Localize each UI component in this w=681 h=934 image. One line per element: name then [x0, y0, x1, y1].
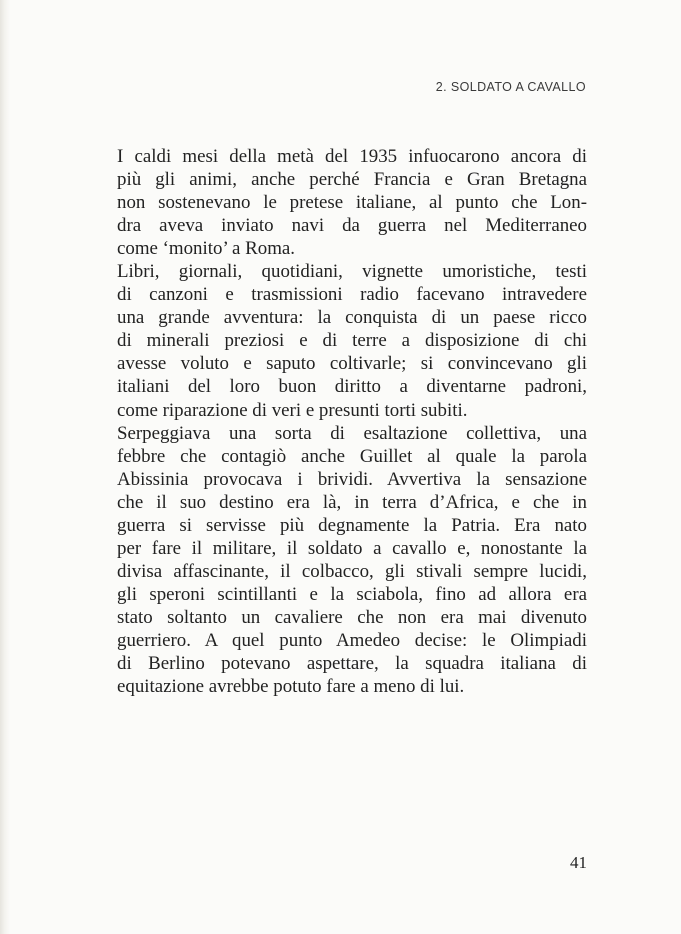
text-line: dra aveva inviato navi da guerra nel Mediterraneo	[117, 215, 587, 237]
text-line: per fare il militare, il soldato a cavallo e, nonostante la	[117, 537, 587, 559]
page-number: 41	[570, 853, 587, 872]
running-header: 2. SOLDATO A CAVALLO	[435, 80, 586, 94]
text-line: febbre che contagiò anche Guillet al quale la parola	[117, 445, 587, 467]
text-line: equitazione avrebbe potuto fare a meno di lui.	[117, 676, 465, 698]
text-line: di canzoni e trasmissioni radio facevano intravedere	[117, 284, 587, 306]
paragraph-2	[117, 260, 587, 421]
text-line: di minerali preziosi e di terre a disposizione di chi	[117, 330, 587, 352]
text-line: I caldi mesi della metà del 1935 infuocarono ancora di	[117, 146, 587, 167]
text-line: come riparazione di veri e presunti torti subiti.	[117, 399, 468, 421]
paragraph-3	[117, 422, 587, 699]
text-line: di Berlino potevano aspettare, la squadra italiana di	[117, 653, 587, 675]
page-edge-shadow	[0, 0, 10, 934]
text-line: Abissinia provocava i brividi. Avvertiva la sensazione	[117, 468, 587, 490]
text-line: che il suo destino era là, in terra d’Africa, e che in	[117, 491, 587, 513]
body-text	[117, 145, 587, 698]
text-line: guerriero. A quel punto Amedeo decise: le Olimpiadi	[117, 629, 587, 651]
text-line: non sostenevano le pretese italiane, al punto che Lon-	[117, 192, 587, 214]
text-line: Libri, giornali, quotidiani, vignette umoristiche, testi	[117, 261, 587, 283]
text-line: italiani del loro buon diritto a diventarne padroni,	[117, 376, 587, 398]
text-line: avesse voluto e saputo coltivarle; si convincevano gli	[117, 353, 587, 375]
text-line: guerra si servisse più degnamente la Patria. Era nato	[117, 514, 587, 536]
text-line: più gli animi, anche perché Francia e Gran Bretagna	[117, 169, 587, 191]
text-line: gli speroni scintillanti e la sciabola, fino ad allora era	[117, 583, 587, 605]
text-line: Serpeggiava una sorta di esaltazione collettiva, una	[117, 422, 587, 444]
text-line: divisa affascinante, il colbacco, gli stivali sempre lucidi,	[117, 560, 587, 582]
text-line: una grande avventura: la conquista di un paese ricco	[117, 307, 587, 329]
text-line: stato soltanto un cavaliere che non era mai divenuto	[117, 606, 587, 628]
paragraph-1	[117, 145, 587, 260]
text-line: come ‘monito’ a Roma.	[117, 238, 296, 260]
